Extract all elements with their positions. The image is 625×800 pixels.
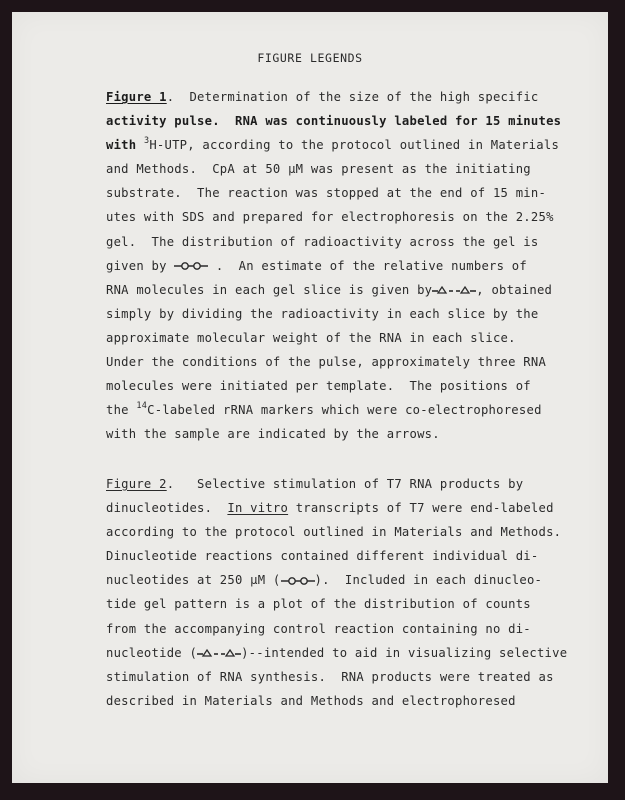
- legend-line: [106, 109, 561, 133]
- legend-text: , obtained: [476, 282, 553, 297]
- legend-line: [106, 374, 561, 398]
- legend-text: ). Included in each dinucleo-: [314, 573, 543, 588]
- legend-text: and Methods. CpA at 50 μM was present as the initiating: [106, 162, 531, 177]
- legend-text: nucleotide (: [106, 645, 198, 660]
- legend-line: [106, 350, 561, 374]
- figure-2-label: Figure 2: [106, 477, 167, 491]
- legend-text: )--intended to aid in visualizing selective: [241, 645, 568, 660]
- legend-text: C-labeled rRNA markers which were co-electrophoresed: [147, 403, 542, 418]
- legend-text: stimulation of RNA synthesis. RNA products were treated as: [106, 669, 554, 684]
- legend-text: with: [106, 138, 144, 153]
- figure-1-legend: [106, 85, 561, 446]
- legend-text: tide gel pattern is a plot of the distribution of counts: [106, 597, 531, 612]
- legend-text: dinucleotides.: [106, 501, 228, 516]
- legend-line: [106, 472, 567, 496]
- legend-text: transcripts of T7 were end-labeled: [288, 501, 554, 516]
- legend-text: from the accompanying control reaction containing no di-: [106, 621, 531, 636]
- legend-text: utes with SDS and prepared for electrophoresis on the 2.25%: [106, 210, 554, 225]
- legend-text: substrate. The reaction was stopped at the end of 15 min-: [106, 186, 547, 201]
- open-triangle-dashed-line-icon: [432, 285, 476, 295]
- open-circle-line-icon: [281, 576, 315, 586]
- legend-text: . Selective stimulation of T7 RNA products by: [166, 477, 524, 491]
- legend-line: [106, 665, 567, 689]
- figure-2-legend: [106, 472, 567, 713]
- legend-text: with the sample are indicated by the arrows.: [106, 427, 440, 442]
- legend-line: [106, 496, 567, 520]
- in-vitro-underlined: In vitro: [227, 501, 289, 516]
- legend-line: [106, 520, 567, 544]
- legend-text: the: [106, 403, 137, 418]
- legend-line: [106, 689, 567, 713]
- open-triangle-dashed-line-icon: [197, 648, 241, 658]
- document-page: [12, 12, 608, 783]
- legend-line: [106, 641, 567, 665]
- legend-text: RNA molecules in each gel slice is given by: [106, 282, 433, 297]
- legend-text: . An estimate of the relative numbers of: [208, 258, 527, 273]
- superscript-isotope: 14: [136, 401, 148, 412]
- legend-line: [106, 133, 561, 157]
- legend-line: [106, 254, 561, 278]
- legend-line: [106, 398, 561, 422]
- legend-line: [106, 617, 567, 641]
- legend-text: . Determination of the size of the high specific: [166, 90, 539, 104]
- legend-text: H-UTP, according to the protocol outlined in Materials: [149, 138, 560, 153]
- legend-text: activity pulse. RNA was continuously labeled for 15 minutes: [106, 114, 562, 129]
- figure-1-label: Figure 1: [106, 90, 167, 104]
- legend-line: [106, 326, 561, 350]
- page-title: FIGURE LEGENDS: [257, 51, 363, 65]
- legend-text: given by: [106, 258, 175, 273]
- legend-text: described in Materials and Methods and electrophoresed: [106, 693, 516, 708]
- legend-text: Under the conditions of the pulse, approximately three RNA: [106, 355, 547, 370]
- legend-line: [106, 181, 561, 205]
- superscript-isotope: 3: [143, 136, 150, 147]
- legend-text: molecules were initiated per template. The positions of: [106, 379, 531, 394]
- legend-line: [106, 205, 561, 229]
- legend-text: gel. The distribution of radioactivity across the gel is: [106, 234, 539, 249]
- open-circle-line-icon: [174, 261, 208, 271]
- legend-line: [106, 157, 561, 181]
- legend-text: simply by dividing the radioactivity in each slice by the: [106, 306, 539, 321]
- legend-line: [106, 568, 567, 592]
- legend-text: according to the protocol outlined in Materials and Methods.: [106, 525, 562, 540]
- legend-text: approximate molecular weight of the RNA in each slice.: [106, 330, 516, 345]
- legend-line: [106, 592, 567, 616]
- legend-text: nucleotides at 250 μM (: [106, 573, 281, 588]
- legend-text: Dinucleotide reactions contained different individual di-: [106, 549, 539, 564]
- legend-line: [106, 230, 561, 254]
- legend-line: [106, 85, 561, 109]
- legend-line: [106, 302, 561, 326]
- legend-line: [106, 544, 567, 568]
- legend-line: [106, 422, 561, 446]
- legend-line: [106, 278, 561, 302]
